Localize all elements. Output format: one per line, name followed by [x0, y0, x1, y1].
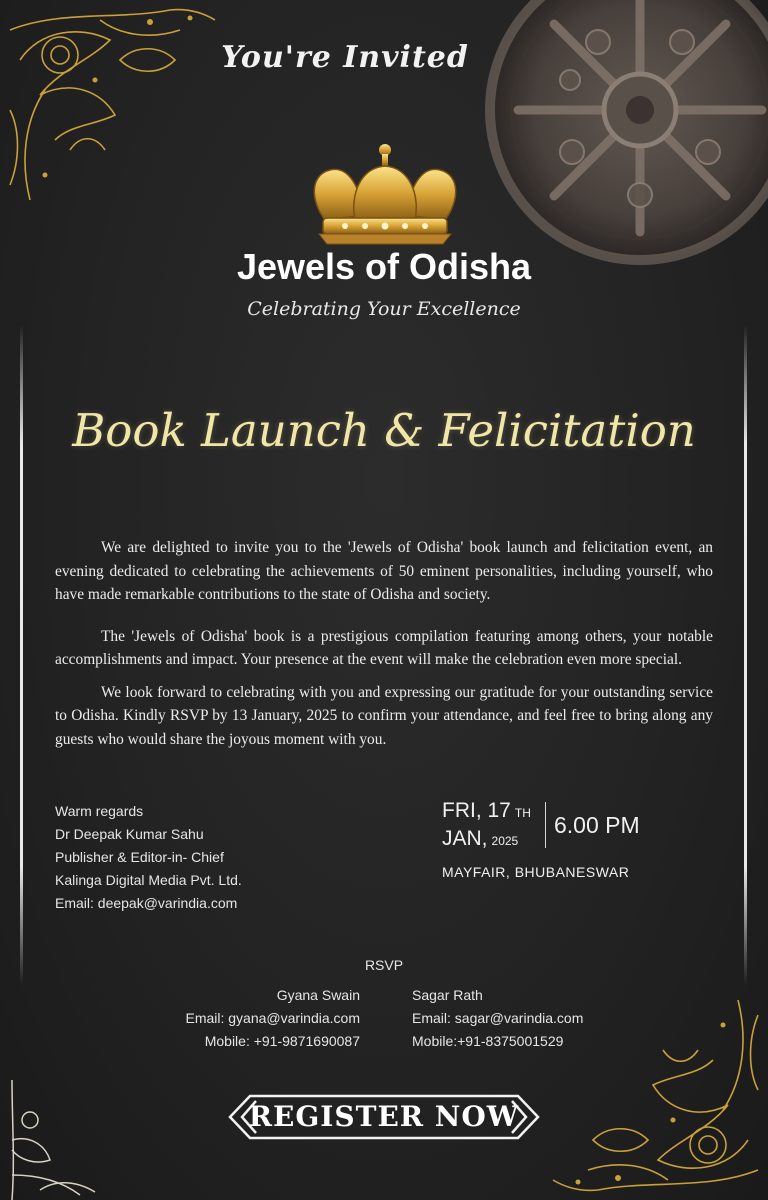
rsvp-contact: [185, 984, 360, 1053]
event-year: 2025: [491, 834, 519, 848]
signature-greeting: Warm regards: [55, 803, 144, 819]
contact-mobile[interactable]: Mobile: +91-9871690087: [204, 1033, 360, 1049]
event-day: FRI, 17: [442, 799, 511, 822]
brand-tagline: Celebrating Your Excellence: [247, 298, 521, 320]
event-title: Book Launch & Felicitation: [72, 404, 696, 457]
event-time: 6.00 PM: [554, 812, 640, 838]
contact-email[interactable]: Email: sagar@varindia.com: [412, 1010, 584, 1026]
signature-title: Publisher & Editor-in- Chief: [55, 849, 224, 865]
invitation-body: [55, 536, 713, 769]
floral-ornament-icon: [0, 0, 220, 215]
brand-title: Jewels of Odisha: [236, 246, 532, 287]
floral-ornament-icon: [0, 1080, 110, 1200]
contact-mobile[interactable]: Mobile:+91-8375001529: [412, 1033, 564, 1049]
event-day-suffix: TH: [514, 806, 531, 820]
event-date: [442, 798, 542, 854]
rsvp-contact: [412, 984, 583, 1053]
register-button-label: REGISTER NOW: [248, 1100, 520, 1133]
date-divider: [545, 802, 546, 848]
signature-company: Kalinga Digital Media Pvt. Ltd.: [55, 872, 242, 888]
body-paragraph: We look forward to celebrating with you and expressing our gratitude for your outstanding service to Odisha. Kindly RSVP by 13 January, 2025 to confirm your attendance, and feel free to bring along any guests who would share the joyous moment with you.: [55, 683, 713, 748]
rsvp-heading: RSVP: [364, 957, 404, 973]
signature-name: Dr Deepak Kumar Sahu: [55, 826, 204, 842]
signature-email[interactable]: Email: deepak@varindia.com: [55, 895, 238, 911]
register-now-button[interactable]: [228, 1094, 540, 1140]
crown-icon: [305, 140, 465, 248]
invited-heading: You're Invited: [221, 40, 469, 75]
contact-name: Sagar Rath: [412, 987, 483, 1003]
contact-name: Gyana Swain: [276, 987, 360, 1003]
body-paragraph: The 'Jewels of Odisha' book is a prestigious compilation featuring among others, your notable accomplishments and impact. Your presence at the event will make the celebration even more special.: [55, 627, 713, 668]
signature-block: [55, 800, 242, 915]
event-month: JAN,: [442, 827, 488, 850]
body-paragraph: We are delighted to invite you to the 'Jewels of Odisha' book launch and felicitation event, an evening dedicated to celebrating the achievements of 50 eminent personalities, including yourself, who have made remarkable contributions to the state of Odisha and society.: [55, 539, 713, 603]
contact-email[interactable]: Email: gyana@varindia.com: [185, 1010, 360, 1026]
event-venue: MAYFAIR, BHUBANESWAR: [442, 864, 630, 880]
